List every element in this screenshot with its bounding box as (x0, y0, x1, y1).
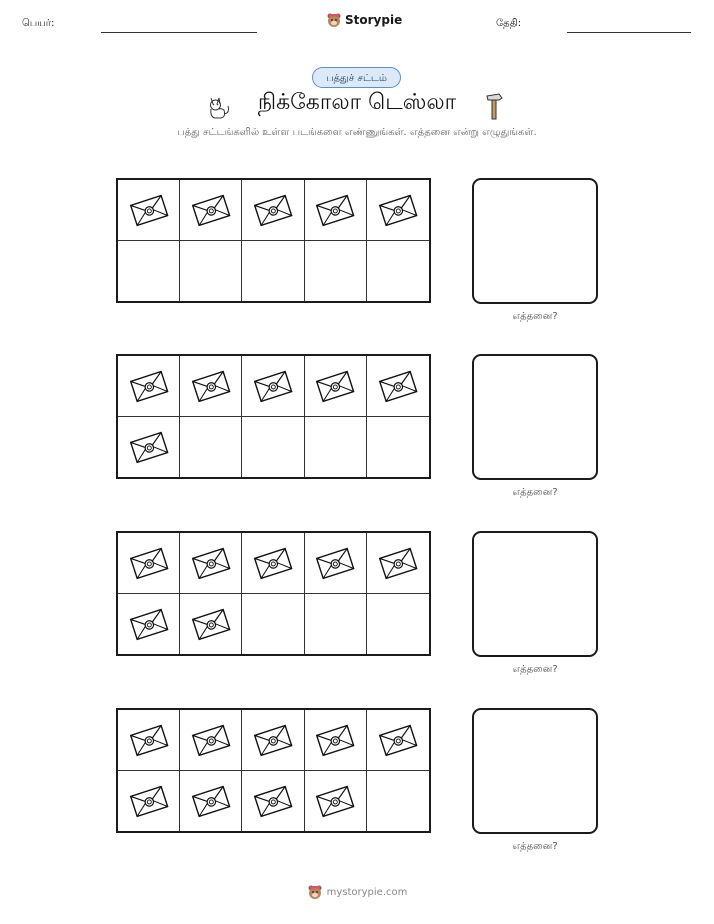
ten-frame-cell (180, 533, 242, 594)
ten-frame-cell (242, 594, 304, 655)
name-line[interactable] (101, 32, 257, 33)
brand-logo (326, 12, 402, 28)
bear-mascot-icon (307, 884, 323, 900)
envelope-icon (315, 192, 355, 228)
answer-label: எத்தனை? (512, 311, 558, 322)
envelope-icon (253, 192, 293, 228)
ten-frame-cell (180, 356, 242, 417)
ten-frame-cell (180, 180, 242, 241)
ten-frame-cell (242, 241, 304, 302)
envelope-icon (253, 368, 293, 404)
ten-frame (116, 354, 431, 479)
envelope-icon (315, 783, 355, 819)
envelope-icon (191, 192, 231, 228)
date-label: தேதி: (496, 18, 522, 29)
ten-frame-cell (242, 710, 304, 771)
ten-frame-cell (118, 356, 180, 417)
envelope-icon (129, 606, 169, 642)
ten-frame-cell (118, 533, 180, 594)
envelope-icon (378, 545, 418, 581)
ten-frame-cell (367, 710, 429, 771)
ten-frame-cell (367, 417, 429, 478)
envelope-icon (129, 192, 169, 228)
envelope-icon (129, 368, 169, 404)
envelope-icon (315, 722, 355, 758)
ten-frame (116, 708, 431, 833)
date-line[interactable] (567, 32, 691, 33)
footer (0, 884, 714, 900)
ten-frame-cell (367, 180, 429, 241)
envelope-icon (129, 783, 169, 819)
ten-frame-cell (367, 594, 429, 655)
envelope-icon (253, 545, 293, 581)
answer-label: எத்தனை? (512, 664, 558, 675)
answer-box[interactable] (472, 178, 598, 304)
name-label: பெயர்: (22, 18, 55, 29)
ten-frame-cell (367, 356, 429, 417)
ten-frame-cell (367, 771, 429, 832)
envelope-icon (253, 722, 293, 758)
ten-frame-cell (242, 417, 304, 478)
ten-frame-cell (180, 417, 242, 478)
answer-box[interactable] (472, 531, 598, 657)
answer-box[interactable] (472, 708, 598, 834)
bear-mascot-icon (326, 12, 342, 28)
answer-label: எத்தனை? (512, 487, 558, 498)
ten-frame-cell (242, 533, 304, 594)
envelope-icon (191, 545, 231, 581)
ten-frame-cell (180, 241, 242, 302)
envelope-icon (378, 368, 418, 404)
ten-frame-cell (118, 710, 180, 771)
envelope-icon (129, 722, 169, 758)
envelope-icon (378, 192, 418, 228)
ten-frame-cell (118, 417, 180, 478)
ten-frame-cell (305, 533, 367, 594)
envelope-icon (315, 545, 355, 581)
ten-frame-cell (305, 594, 367, 655)
ten-frame-cell (242, 356, 304, 417)
ten-frame-cell (118, 771, 180, 832)
instructions-text: பத்து சட்டங்களில் உள்ள படங்களை எண்ணுங்கள். எத்தனை என்று எழுதுங்கள். (177, 127, 537, 138)
ten-frame-cell (305, 771, 367, 832)
ten-frame-cell (180, 710, 242, 771)
envelope-icon (315, 368, 355, 404)
footer-url[interactable]: mystorypie.com (326, 886, 408, 898)
ten-frame-cell (367, 241, 429, 302)
ten-frame-cell (305, 417, 367, 478)
envelope-icon (191, 606, 231, 642)
envelope-icon (378, 722, 418, 758)
ten-frame (116, 531, 431, 656)
envelope-icon (191, 368, 231, 404)
ten-frame-cell (305, 710, 367, 771)
ten-frame-cell (242, 180, 304, 241)
hammer-icon (483, 91, 507, 121)
envelope-icon (129, 429, 169, 465)
ten-frame-cell (305, 356, 367, 417)
answer-label: எத்தனை? (512, 841, 558, 852)
envelope-icon (253, 783, 293, 819)
ten-frame-cell (118, 594, 180, 655)
page-title: நிக்கோலா டெஸ்லா (257, 90, 457, 115)
ten-frame-cell (118, 241, 180, 302)
ten-frame-cell (180, 771, 242, 832)
ten-frame (116, 178, 431, 303)
ten-frame-cell (367, 533, 429, 594)
ten-frame-cell (242, 771, 304, 832)
envelope-icon (191, 722, 231, 758)
ten-frame-cell (180, 594, 242, 655)
ten-frame-cell (118, 180, 180, 241)
ten-frame-cell (305, 180, 367, 241)
envelope-icon (191, 783, 231, 819)
answer-box[interactable] (472, 354, 598, 480)
envelope-icon (129, 545, 169, 581)
ten-frame-cell (305, 241, 367, 302)
topic-pill: பத்துச் சட்டம் (312, 67, 401, 88)
brand-name: Storypie (345, 13, 403, 27)
